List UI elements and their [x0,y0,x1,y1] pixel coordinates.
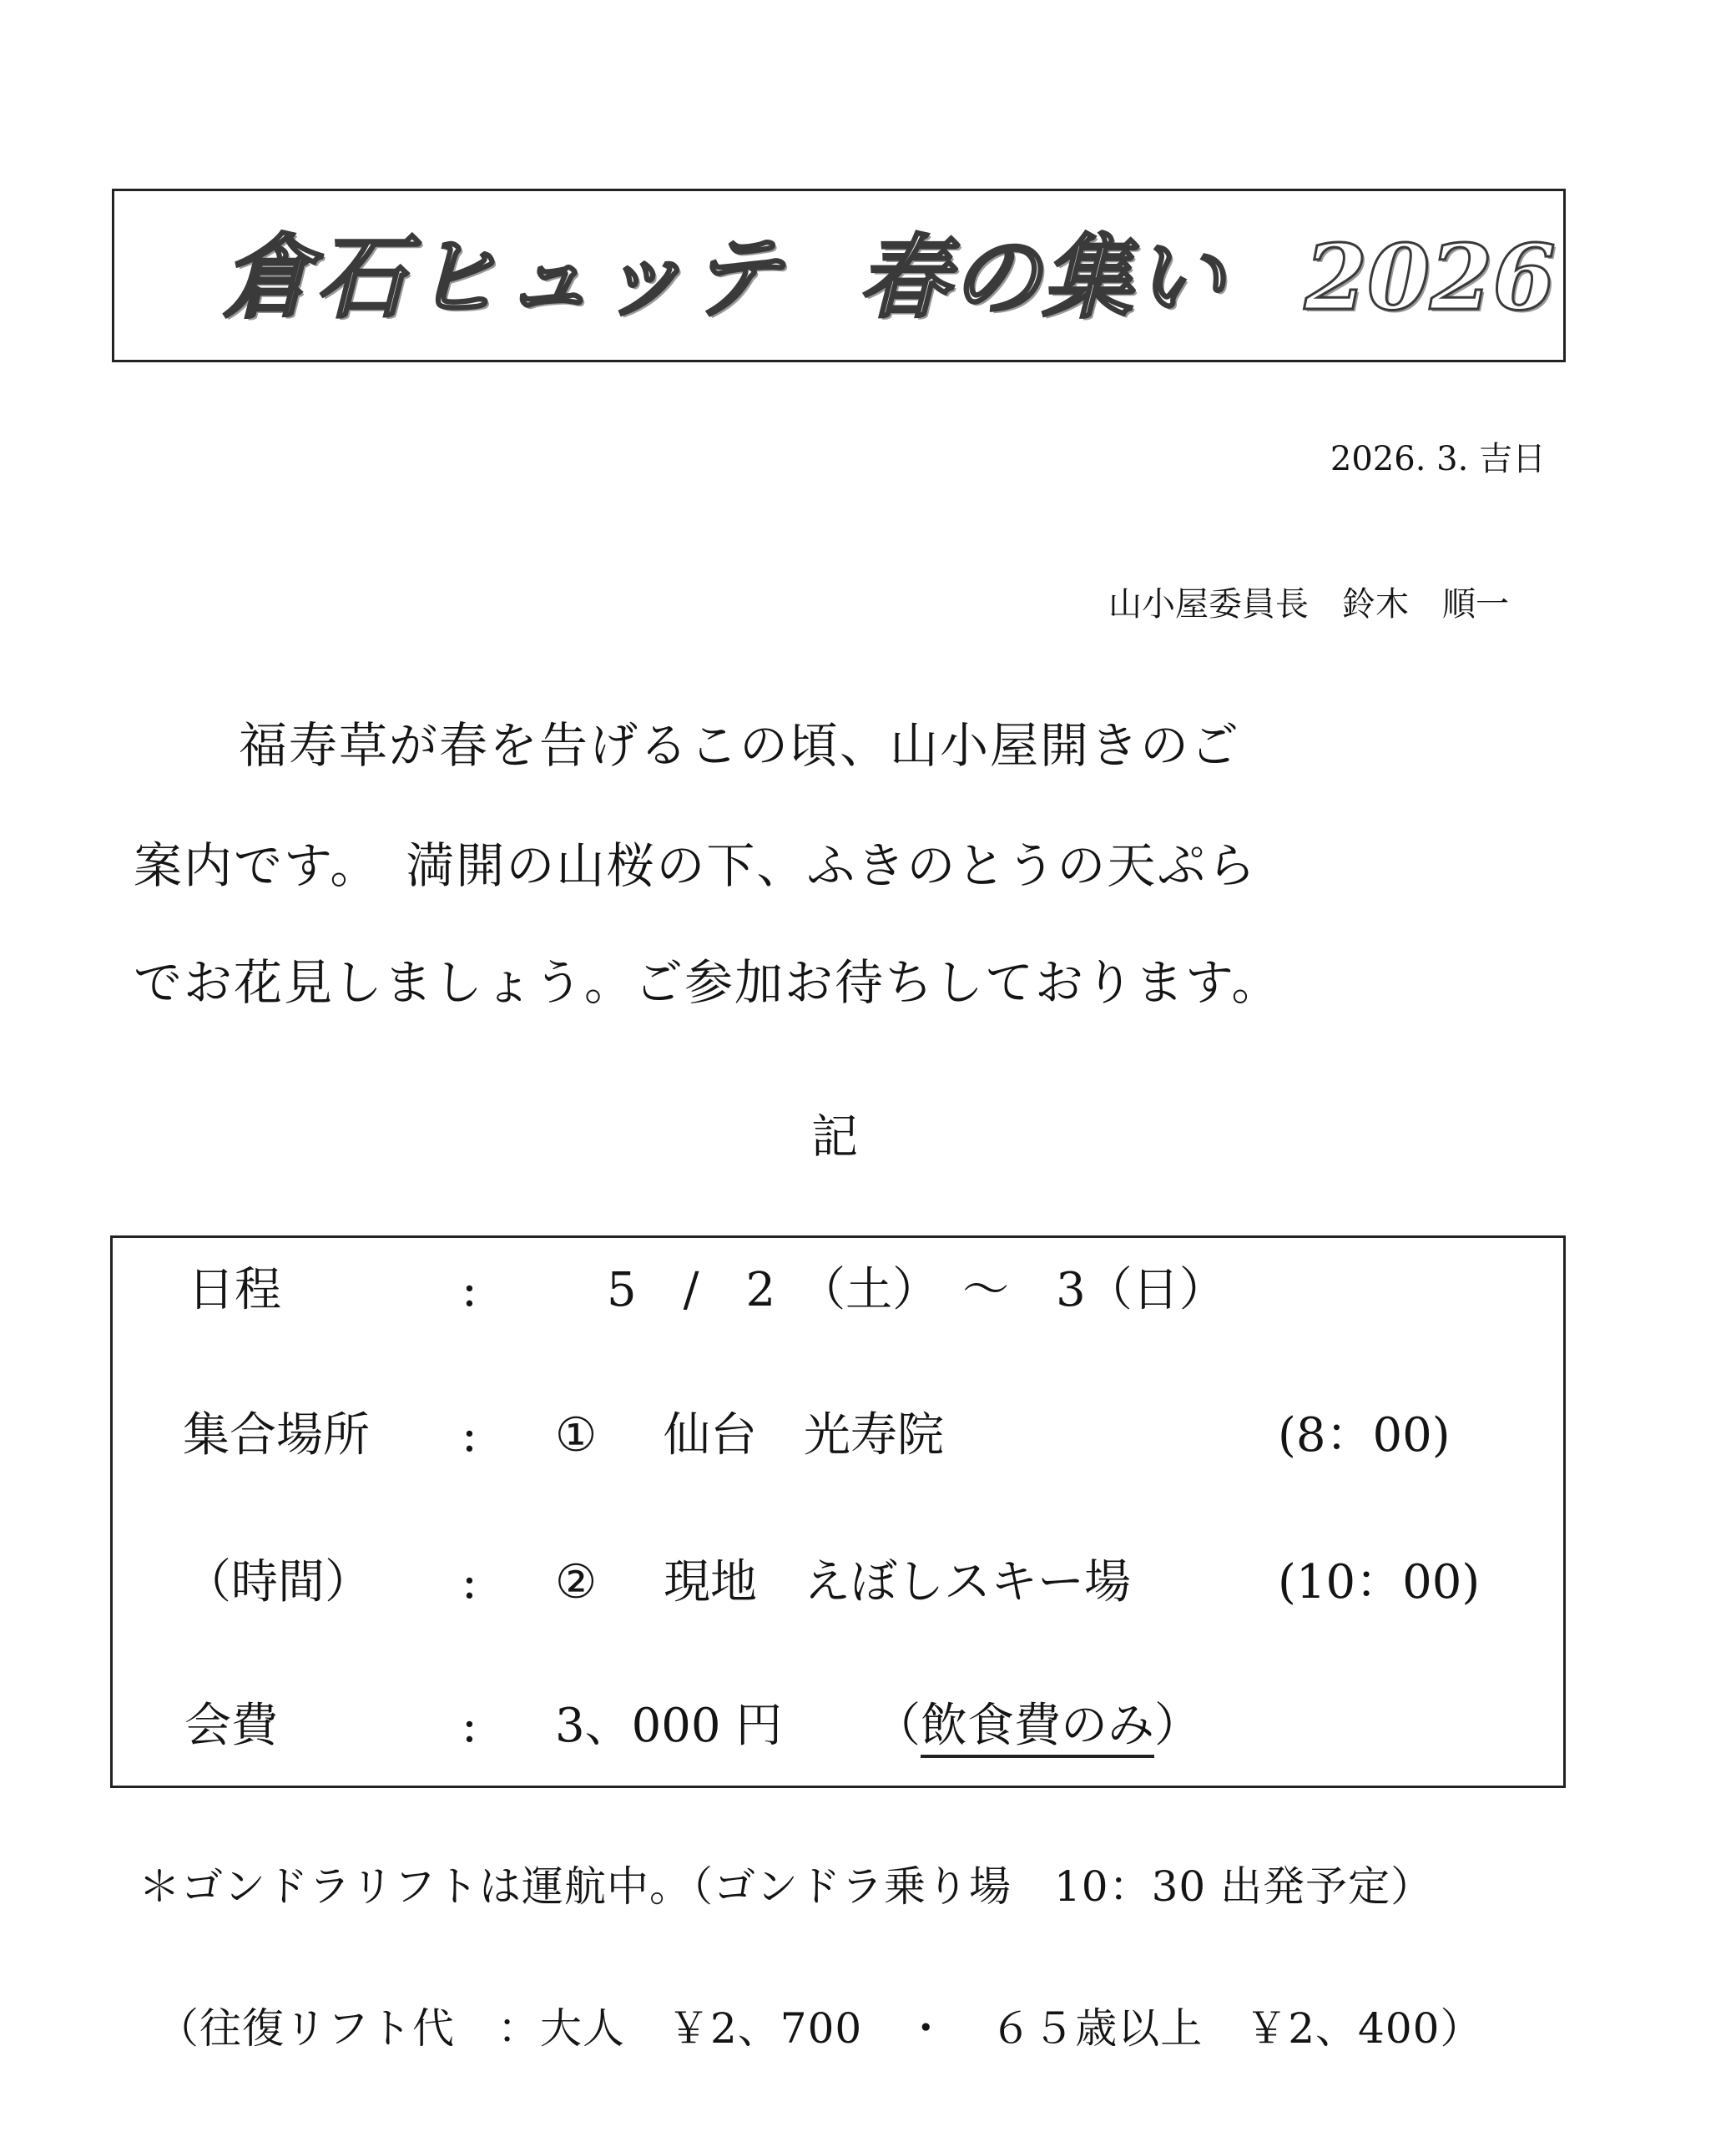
meeting-label: 集合場所 [183,1408,370,1463]
fee-amount: 3、000 円 [555,1699,783,1753]
time-value: (10：00) [1278,1555,1481,1609]
title-year: 2026 [1305,225,1556,331]
lift-fare-note: （往復リフト代 ：大人 ￥2、700 ・ ６５歳以上 ￥2、400） [157,2004,1483,2053]
issue-date: 2026. 3. 吉日 [1330,440,1546,478]
meeting-colon: : [462,1408,477,1463]
meeting-time: (8：00) [1278,1408,1451,1463]
title-box [112,189,1566,362]
schedule-value: 5 / 2 （土） ～ 3（日） [607,1263,1226,1317]
time-colon: : [462,1555,477,1609]
intro-line-3: でお花見しましょう。ご参加お待ちしております。 [134,954,1282,1011]
ki-heading: 記 [811,1110,858,1164]
fee-colon: : [462,1699,477,1753]
fee-note-text: 飲食費のみ [921,1699,1154,1758]
time-label: （時間） [184,1555,371,1609]
time-marker: ② [555,1555,598,1609]
fee-label: 会費 [184,1699,278,1753]
time-place: 現地 えぼしスキー場 [664,1555,1131,1609]
schedule-colon: : [462,1263,477,1317]
title-hut-name: 倉石ヒュッテ [223,225,785,331]
details-box [110,1235,1566,1788]
meeting-place: 仙台 光寿院 [664,1408,944,1463]
meeting-marker: ① [555,1408,598,1463]
intro-line-2: 案内です。 満開の山桜の下、ふきのとうの天ぷら [134,837,1258,894]
fee-note-open: （ [874,1699,921,1753]
author-signature: 山小屋委員長 鈴木 順一 [1108,585,1509,624]
title-event-name: 春の集い [859,225,1227,331]
schedule-label: 日程 [188,1263,281,1317]
gondola-note: ＊ゴンドラリフトは運航中。（ゴンドラ乗り場 10：30 出発予定） [139,1862,1434,1911]
fee-note-close: ） [1154,1699,1201,1753]
intro-line-1: 福寿草が春を告げるこの頃、山小屋開きのご [239,717,1241,774]
fee-note [874,1699,1201,1754]
